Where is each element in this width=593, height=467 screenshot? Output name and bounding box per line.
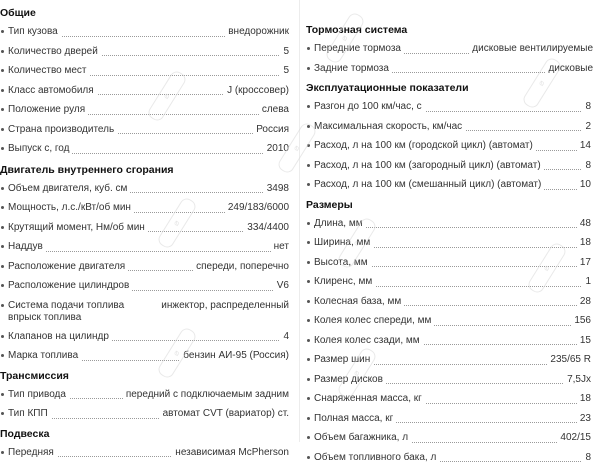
spec-value: 10 xyxy=(577,175,591,195)
spec-label: Марка топлива xyxy=(8,350,81,361)
spec-label: Положение руля xyxy=(8,104,88,115)
column-divider xyxy=(299,0,300,442)
spec-row-class xyxy=(0,81,295,101)
spec-row-fuel-tank xyxy=(306,448,589,467)
spec-value: 17 xyxy=(577,253,591,273)
spec-row-body-type xyxy=(0,22,295,42)
spec-value: 3498 xyxy=(264,179,289,199)
spec-value: Россия xyxy=(253,120,289,140)
spec-row-consumption-highway xyxy=(306,156,589,176)
spec-value: 7,5Jx xyxy=(564,370,591,390)
section-title-transmission: Трансмиссия xyxy=(0,368,295,385)
spec-value: 334/4400 xyxy=(244,218,289,238)
spec-row-engine-position xyxy=(0,257,295,277)
spec-label: Размер шин xyxy=(314,354,373,365)
left-column xyxy=(0,0,295,442)
spec-label: Тип КПП xyxy=(8,408,51,419)
spec-label: Длина, мм xyxy=(314,218,366,229)
right-column xyxy=(306,0,589,442)
spec-value: независимая McPherson xyxy=(172,443,289,463)
spec-value: 23 xyxy=(577,409,591,429)
spec-value: инжектор, распределенный xyxy=(158,300,289,312)
spec-row-gearbox xyxy=(0,404,295,424)
spec-row-country xyxy=(0,120,295,140)
spec-label: Расположение цилиндров xyxy=(8,280,132,291)
spec-value: 2010 xyxy=(264,139,289,159)
spec-value: 8 xyxy=(582,156,591,176)
spec-value: 14 xyxy=(577,136,591,156)
spec-value: 15 xyxy=(577,331,591,351)
spec-row-year xyxy=(0,139,295,159)
spec-row-seats xyxy=(0,61,295,81)
spec-label: Колесная база, мм xyxy=(314,296,404,307)
spec-value: J (кроссовер) xyxy=(224,81,289,101)
spec-value: 2 xyxy=(582,117,591,137)
spec-row-consumption-city xyxy=(306,136,589,156)
spec-label: Система подачи топлива xyxy=(8,300,127,311)
spec-row-front-suspension xyxy=(0,443,295,463)
spec-label: Высота, мм xyxy=(314,257,371,268)
spec-row-front-track xyxy=(306,311,589,331)
spec-row-top-speed xyxy=(306,117,589,137)
spec-value: 1 xyxy=(582,272,591,292)
spec-label: Страна производитель xyxy=(8,124,117,135)
spec-row-height xyxy=(306,253,589,273)
spec-value: 5 xyxy=(280,61,289,81)
spec-value: дисковые вентилируемые xyxy=(469,39,593,59)
spec-value: дисковые xyxy=(545,59,593,79)
section-title-brakes: Тормозная система xyxy=(306,22,589,39)
section-performance xyxy=(306,80,589,195)
spec-row-clearance xyxy=(306,272,589,292)
spec-row-fuel-system xyxy=(0,296,295,327)
spec-label: Ширина, мм xyxy=(314,237,373,248)
section-general xyxy=(0,5,295,159)
spec-value: 235/65 R xyxy=(547,350,591,370)
spec-value: спереди, поперечно xyxy=(193,257,289,277)
spec-label: Тип привода xyxy=(8,389,69,400)
spec-value: 28 xyxy=(577,292,591,312)
spec-value: нет xyxy=(271,237,289,257)
spec-label: Расход, л на 100 км (городской цикл) (автомат) xyxy=(314,140,536,151)
spec-row-acceleration xyxy=(306,97,589,117)
spec-value: 156 xyxy=(571,311,591,331)
spec-label: Клиренс, мм xyxy=(314,276,375,287)
spec-value: 249/183/6000 xyxy=(225,198,289,218)
spec-value: внедорожник xyxy=(225,22,289,42)
spec-value: 8 xyxy=(582,97,591,117)
spec-row-cylinder-layout xyxy=(0,276,295,296)
section-title-general: Общие xyxy=(0,5,295,22)
spec-row-doors xyxy=(0,42,295,62)
spec-value: бензин АИ-95 (Россия) xyxy=(180,346,289,366)
spec-label: Снаряженная масса, кг xyxy=(314,393,425,404)
spec-value: 18 xyxy=(577,389,591,409)
spec-row-drive xyxy=(0,385,295,405)
spec-label: Тип кузова xyxy=(8,26,61,37)
spec-value: V6 xyxy=(274,276,289,296)
spec-label: Количество дверей xyxy=(8,46,101,57)
spec-label: Разгон до 100 км/час, с xyxy=(314,101,425,112)
spec-row-consumption-mixed xyxy=(306,175,589,195)
spec-value: 402/15 xyxy=(557,428,591,448)
spec-label-continuation: впрыск топлива xyxy=(8,312,295,324)
spec-label: Объем багажника, л xyxy=(314,432,411,443)
spec-row-length xyxy=(306,214,589,234)
spec-label: Максимальная скорость, км/час xyxy=(314,121,465,132)
spec-label: Количество мест xyxy=(8,65,90,76)
spec-label: Расход, л на 100 км (смешанный цикл) (автомат) xyxy=(314,179,544,190)
spec-row-gross-weight xyxy=(306,409,589,429)
spec-value: 5 xyxy=(280,42,289,62)
spec-label: Клапанов на цилиндр xyxy=(8,331,112,342)
spec-row-power xyxy=(0,198,295,218)
spec-label: Размер дисков xyxy=(314,374,386,385)
section-engine xyxy=(0,162,295,366)
spec-label: Крутящий момент, Нм/об мин xyxy=(8,222,148,233)
spec-row-boost xyxy=(0,237,295,257)
spec-label: Передние тормоза xyxy=(314,43,404,54)
spec-row-wheel-size xyxy=(306,370,589,390)
spec-row-curb-weight xyxy=(306,389,589,409)
spec-label: Объем двигателя, куб. см xyxy=(8,183,130,194)
section-suspension xyxy=(0,426,295,463)
spec-row-trunk-volume xyxy=(306,428,589,448)
spec-label: Полная масса, кг xyxy=(314,413,396,424)
spec-value: 8 xyxy=(582,448,591,467)
spec-row-steering xyxy=(0,100,295,120)
spec-row-torque xyxy=(0,218,295,238)
spec-row-width xyxy=(306,233,589,253)
spec-value: слева xyxy=(259,100,289,120)
section-dimensions xyxy=(306,197,589,467)
section-title-performance: Эксплуатационные показатели xyxy=(306,80,589,97)
spec-label: Колея колес спереди, мм xyxy=(314,315,434,326)
section-brakes xyxy=(306,22,589,78)
spec-label: Колея колес сзади, мм xyxy=(314,335,423,346)
spec-row-rear-track xyxy=(306,331,589,351)
spec-label: Наддув xyxy=(8,241,46,252)
section-transmission xyxy=(0,368,295,424)
spec-row-front-brakes xyxy=(306,39,589,59)
spec-row-fuel-grade xyxy=(0,346,295,366)
spec-row-valves xyxy=(0,327,295,347)
spec-label: Расположение двигателя xyxy=(8,261,128,272)
spec-label: Расход, л на 100 км (загородный цикл) (автомат) xyxy=(314,160,544,171)
spec-value: 18 xyxy=(577,233,591,253)
spec-row-wheelbase xyxy=(306,292,589,312)
spec-row-rear-brakes xyxy=(306,59,589,79)
spec-label: Мощность, л.с./кВт/об мин xyxy=(8,202,134,213)
spec-row-displacement xyxy=(0,179,295,199)
spec-row-tire-size xyxy=(306,350,589,370)
section-title-engine: Двигатель внутреннего сгорания xyxy=(0,162,295,179)
spec-value: передний с подключаемым задним xyxy=(123,385,289,405)
spec-label: Объем топливного бака, л xyxy=(314,452,439,463)
spec-value: 48 xyxy=(577,214,591,234)
spec-value: 4 xyxy=(280,327,289,347)
spec-label: Передняя xyxy=(8,447,57,458)
section-title-dimensions: Размеры xyxy=(306,197,589,214)
spec-value: автомат CVT (вариатор) ст. xyxy=(160,404,289,424)
spec-label: Класс автомобиля xyxy=(8,85,97,96)
section-title-suspension: Подвеска xyxy=(0,426,295,443)
spec-label: Выпуск с, год xyxy=(8,143,72,154)
spec-label: Задние тормоза xyxy=(314,63,392,74)
